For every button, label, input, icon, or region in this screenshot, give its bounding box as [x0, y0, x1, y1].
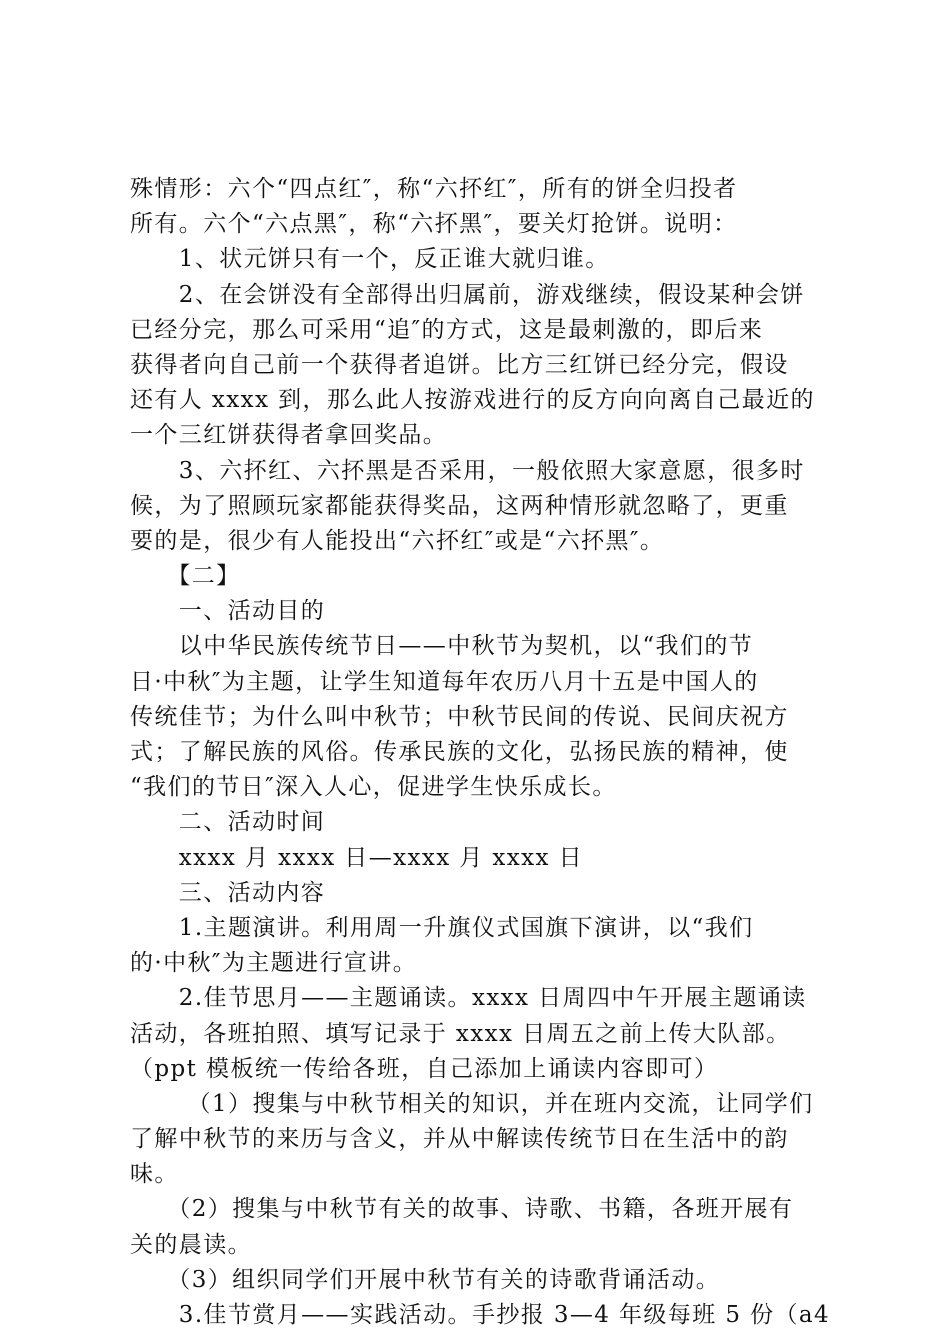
- text-line: 3、六抔红、六抔黑是否采用，一般依照大家意愿，很多时: [130, 457, 805, 484]
- text-line: 3.佳节赏月——实践活动。手抄报 3—4 年级每班 5 份（a4: [130, 1302, 831, 1328]
- document-body: [130, 172, 830, 1333]
- text-line: （1）搜集与中秋节相关的知识，并在班内交流，让同学们: [130, 1090, 814, 1117]
- text-line: 1、状元饼只有一个，反正谁大就归谁。: [130, 246, 610, 273]
- text-line: 的·中秋″为主题进行宣讲。: [130, 950, 418, 977]
- text-line: 候，为了照顾玩家都能获得奖品，这两种情形就忽略了，更重: [130, 492, 789, 519]
- text-line: 所有。六个“六点黑″，称“六抔黑″，要关灯抢饼。说明：: [130, 211, 738, 238]
- text-line: 殊情形：六个“四点红″，称“六抔红″，所有的饼全归投者: [130, 176, 738, 202]
- text-line: 关的晨读。: [130, 1231, 252, 1258]
- text-line: 传统佳节；为什么叫中秋节；中秋节民间的传说、民间庆祝方: [130, 703, 789, 730]
- text-line: （2）搜集与中秋节有关的故事、诗歌、书籍，各班开展有: [130, 1196, 794, 1223]
- text-line: 要的是，很少有人能投出“六抔红″或是“六抔黑″。: [130, 527, 665, 554]
- text-line: 获得者向自己前一个获得者追饼。比方三红饼已经分完，假设: [130, 351, 789, 378]
- text-line: 2、在会饼没有全部得出归属前，游戏继续，假设某种会饼: [130, 281, 805, 308]
- text-line: 一个三红饼获得者拿回奖品。: [130, 422, 448, 449]
- text-line: 活动，各班拍照、填写记录于 xxxx 日周五之前上传大队部。: [130, 1020, 791, 1047]
- text-line: 以中华民族传统节日——中秋节为契机，以“我们的节: [130, 633, 754, 660]
- text-line: 2.佳节思月——主题诵读。xxxx 日周四中午开展主题诵读: [130, 985, 807, 1012]
- text-line: 日·中秋″为主题，让学生知道每年农历八月十五是中国人的: [130, 668, 759, 695]
- text-line: xxxx 月 xxxx 日—xxxx 月 xxxx 日: [130, 844, 584, 871]
- text-line: （3）组织同学们开展中秋节有关的诗歌背诵活动。: [130, 1266, 721, 1293]
- text-line: （ppt 模板统一传给各班，自己添加上诵读内容即可）: [130, 1055, 719, 1082]
- section-heading: 二、活动时间: [130, 809, 326, 836]
- text-line: 了解中秋节的来历与含义，并从中解读传统节日在生活中的韵: [130, 1126, 789, 1153]
- section-heading: 三、活动内容: [130, 879, 326, 906]
- text-line: 1.主题演讲。利用周一升旗仪式国旗下演讲，以“我们: [130, 914, 754, 941]
- text-line: 还有人 xxxx 到，那么此人按游戏进行的反方向向离自己最近的: [130, 387, 815, 414]
- section-heading: 【二】: [130, 563, 241, 590]
- text-line: 味。: [130, 1161, 179, 1188]
- text-line: 式；了解民族的风俗。传承民族的文化，弘扬民族的精神，使: [130, 739, 789, 765]
- text-line: “我们的节日″深入人心，促进学生快乐成长。: [130, 774, 617, 801]
- text-line: 已经分完，那么可采用“追″的方式，这是最刺激的，即后来: [130, 316, 764, 343]
- section-heading: 一、活动目的: [130, 598, 326, 625]
